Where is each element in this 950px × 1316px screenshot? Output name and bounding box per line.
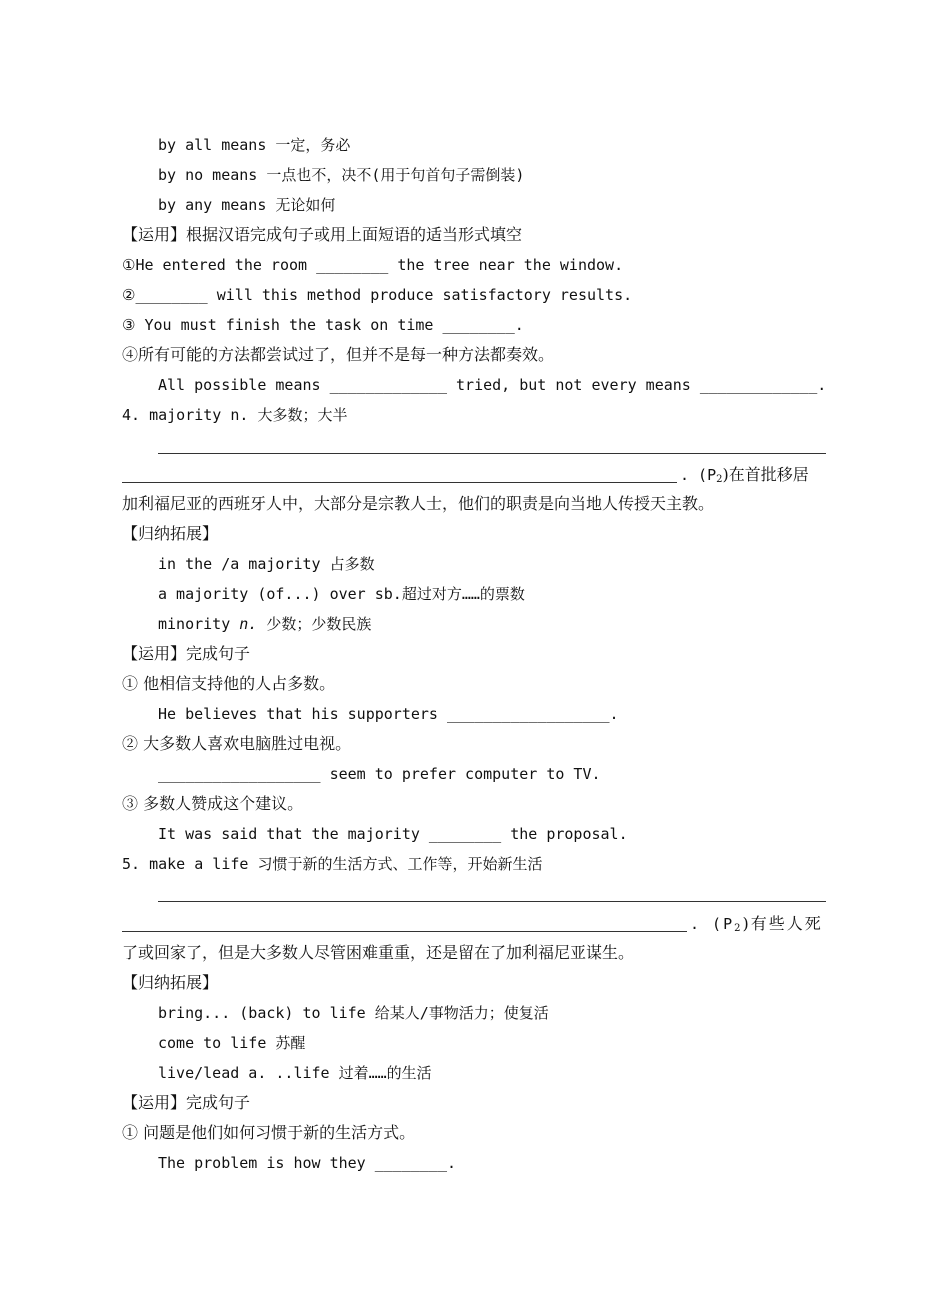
phrase-in-the-majority: in the /a majority 占多数	[158, 555, 375, 573]
translation-text: 加利福尼亚的西班牙人中，大部分是宗教人士，他们的职责是向当地人传授天主教。	[122, 494, 715, 513]
exercise-heading: 【运用】完成句子	[122, 1093, 251, 1112]
section-4-title: 4. majority n. 大多数；大半	[122, 406, 348, 424]
exercise-item-1-english: He believes that his supporters __________________.	[158, 705, 619, 723]
exercise-item-4-english: All possible means _____________ tried, but not every means _____________.	[158, 376, 827, 394]
exercise-item-3: ③ You must finish the task on time ________.	[122, 316, 524, 334]
phrase-minority: minority n. 少数；少数民族	[158, 615, 372, 633]
exercise-item-4-chinese: ④所有可能的方法都尝试过了，但并不是每一种方法都奏效。	[122, 345, 555, 364]
exercise-item-1-chinese: ① 问题是他们如何习惯于新的生活方式。	[122, 1123, 416, 1142]
phrase-live-a-life: live/lead a. ..life 过着……的生活	[158, 1064, 432, 1082]
exercise-item-2: ②________ will this method produce satisfactory results.	[122, 286, 633, 304]
answer-line	[158, 901, 826, 902]
expansion-heading: 【归纳拓展】	[122, 973, 219, 992]
phrase-by-any-means: by any means 无论如何	[158, 196, 336, 214]
page-reference: . $(P_2)$在首批移居	[680, 465, 809, 485]
answer-line	[158, 453, 826, 454]
exercise-heading: 【运用】完成句子	[122, 644, 251, 663]
exercise-item-3-chinese: ③ 多数人赞成这个建议。	[122, 794, 304, 813]
phrase-bring-to-life: bring... (back) to life 给某人/事物活力；使复活	[158, 1004, 549, 1022]
exercise-item-1-english: The problem is how they ________.	[158, 1154, 457, 1172]
exercise-item-1-chinese: ① 他相信支持他的人占多数。	[122, 674, 336, 693]
section-5-title: 5. make a life 习惯于新的生活方式、工作等，开始新生活	[122, 855, 543, 873]
answer-line	[122, 482, 677, 483]
answer-line	[122, 931, 687, 932]
exercise-item-1: ①He entered the room ________ the tree near the window.	[122, 256, 624, 274]
phrase-by-no-means: by no means 一点也不，决不(用于句首句子需倒装)	[158, 166, 525, 184]
exercise-item-3-english: It was said that the majority ________ the proposal.	[158, 825, 628, 843]
translation-text: 了或回家了，但是大多数人尽管困难重重，还是留在了加利福尼亚谋生。	[122, 943, 635, 962]
phrase-by-all-means: by all means 一定，务必	[158, 136, 351, 154]
phrase-come-to-life: come to life 苏醒	[158, 1034, 306, 1052]
exercise-item-2-english: __________________ seem to prefer computer to TV.	[158, 765, 601, 783]
page-reference: . $(P_2)$有些人死	[690, 914, 823, 934]
expansion-heading: 【归纳拓展】	[122, 524, 219, 543]
exercise-heading: 【运用】根据汉语完成句子或用上面短语的适当形式填空	[122, 225, 523, 244]
exercise-item-2-chinese: ② 大多数人喜欢电脑胜过电视。	[122, 734, 352, 753]
phrase-majority-over: a majority (of...) over sb.超过对方……的票数	[158, 585, 525, 603]
